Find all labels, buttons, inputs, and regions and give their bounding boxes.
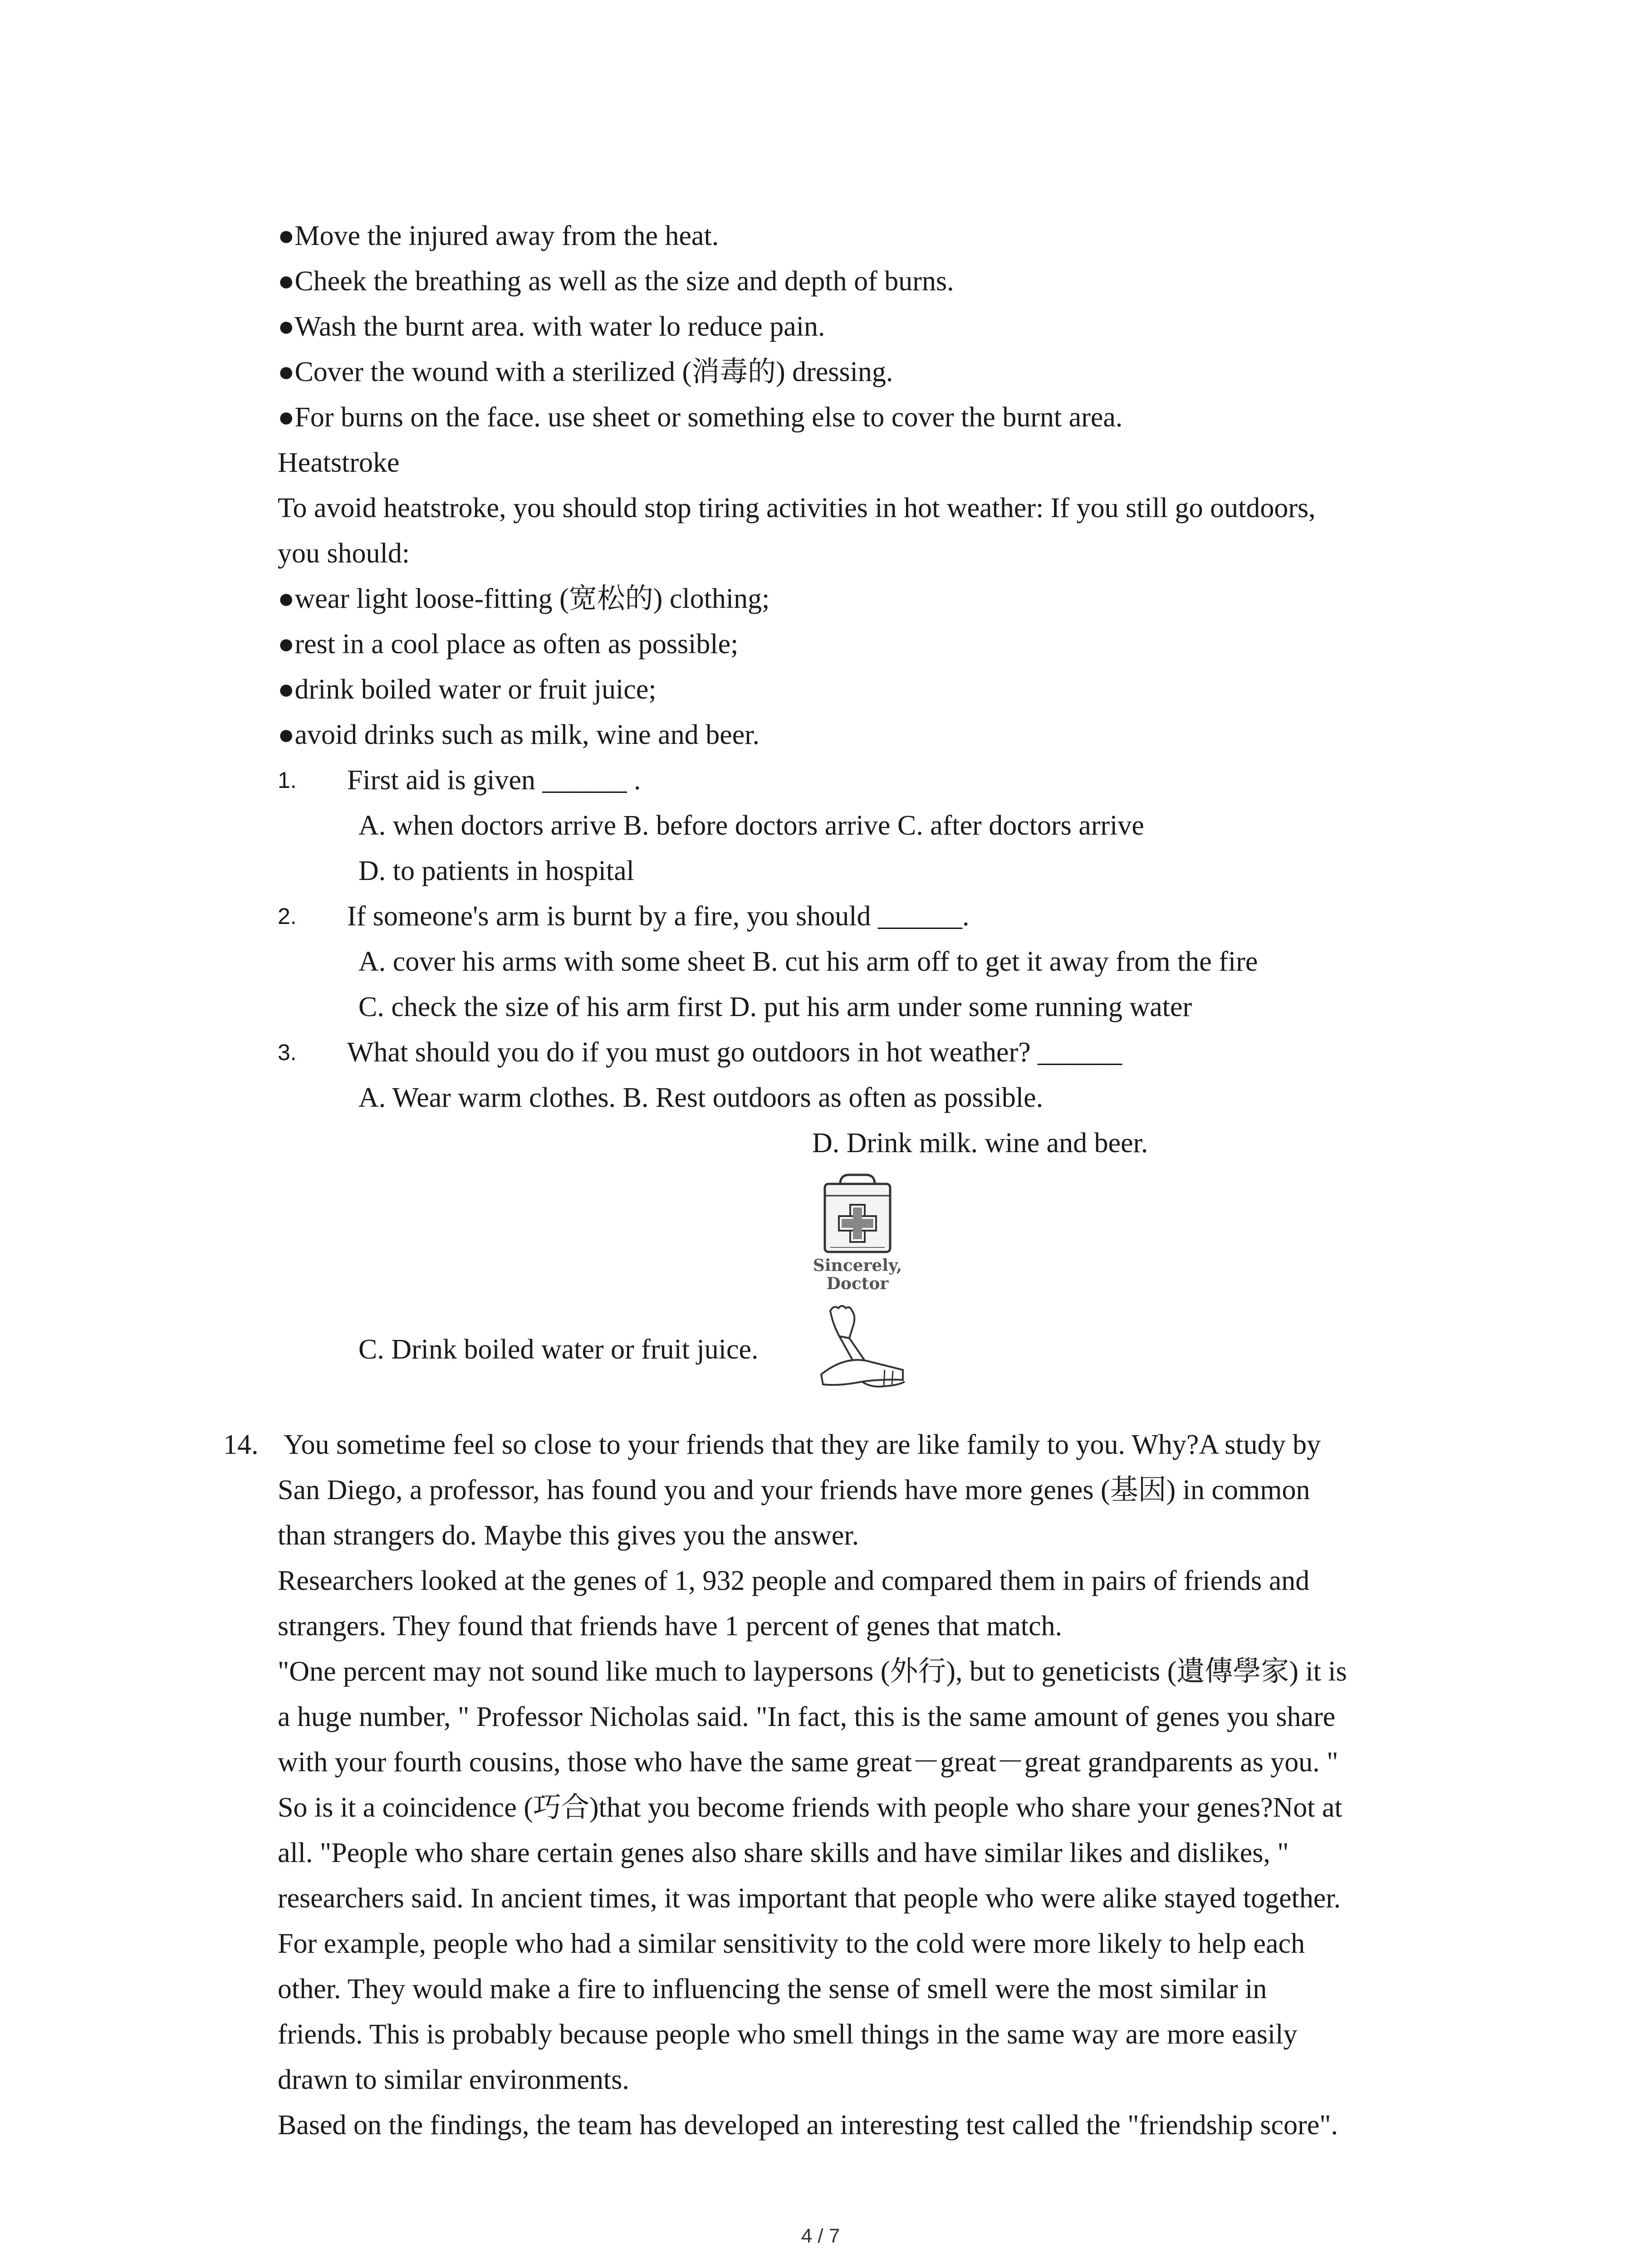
passage-14-line: You sometime feel so close to your friends that they are like family to you. Why?A study by bbox=[284, 1429, 1321, 1460]
passage-14-number: 14. bbox=[223, 1429, 259, 1460]
passage-14-line: "One percent may not sound like much to laypersons (外行), but to geneticists (遺傳學家) it is bbox=[278, 1656, 1347, 1687]
heat-tip-1: ●wear light loose-fitting (宽松的) clothing; bbox=[278, 583, 770, 614]
question-2-stem: If someone's arm is burnt by a fire, you should ______. bbox=[347, 901, 970, 932]
passage-14-line: a huge number, " Professor Nicholas said. "In fact, this is the same amount of genes you share bbox=[278, 1701, 1336, 1732]
question-3-option-c: C. Drink boiled water or fruit juice. bbox=[358, 1334, 759, 1365]
heatstroke-intro-line-2: you should: bbox=[278, 538, 410, 569]
question-1-number: 1. bbox=[278, 767, 297, 793]
question-1-options-line-1: A. when doctors arrive B. before doctors arrive C. after doctors arrive bbox=[358, 810, 1144, 841]
question-2-number: 2. bbox=[278, 904, 297, 929]
burn-tip-5: ●For burns on the face. use sheet or something else to cover the burnt area. bbox=[278, 402, 1123, 433]
passage-14-line: friends. This is probably because people who smell things in the same way are more easily bbox=[278, 2019, 1298, 2050]
first-aid-caption: Sincerely, Doctor bbox=[813, 1256, 902, 1293]
question-3-options-line-1: A. Wear warm clothes. B. Rest outdoors as often as possible. bbox=[358, 1082, 1043, 1113]
passage-14-line: strangers. They found that friends have 1 percent of genes that match. bbox=[278, 1611, 1063, 1642]
passage-14-line: than strangers do. Maybe this gives you the answer. bbox=[278, 1520, 859, 1551]
passage-14-line: For example, people who had a similar sensitivity to the cold were more likely to help each bbox=[278, 1928, 1305, 1959]
page-number: 4 / 7 bbox=[801, 2225, 840, 2247]
burn-tip-1: ●Move the injured away from the heat. bbox=[278, 220, 719, 251]
burn-tip-2: ●Cheek the breathing as well as the size and depth of burns. bbox=[278, 266, 954, 297]
passage-14-line: San Diego, a professor, has found you and your friends have more genes (基因) in common bbox=[278, 1475, 1310, 1505]
helping-hands-icon bbox=[812, 1302, 916, 1393]
passage-14-line: Researchers looked at the genes of 1, 932 people and compared them in pairs of friends and bbox=[278, 1565, 1310, 1596]
question-3-number: 3. bbox=[278, 1040, 297, 1065]
heat-tip-4: ●avoid drinks such as milk, wine and beer. bbox=[278, 719, 759, 750]
passage-14-line: with your fourth cousins, those who have the same great－great－great grandparents as you. " bbox=[278, 1747, 1338, 1778]
question-3-stem: What should you do if you must go outdoors in hot weather? ______ bbox=[347, 1037, 1122, 1068]
helping-hands-image bbox=[812, 1302, 916, 1393]
passage-14-line: Based on the findings, the team has developed an interesting test called the "friendship score". bbox=[278, 2110, 1338, 2141]
question-2-options-line-2: C. check the size of his arm first D. put his arm under some running water bbox=[358, 992, 1192, 1022]
heat-tip-3: ●drink boiled water or fruit juice; bbox=[278, 674, 656, 705]
question-2-options-line-1: A. cover his arms with some sheet B. cut his arm off to get it away from the fire bbox=[358, 946, 1258, 977]
burn-tip-3: ●Wash the burnt area. with water lo reduce pain. bbox=[278, 311, 825, 342]
passage-14-line: drawn to similar environments. bbox=[278, 2064, 629, 2095]
passage-14-line: all. "People who share certain genes also share skills and have similar likes and dislikes, " bbox=[278, 1838, 1289, 1868]
passage-14-line: So is it a coincidence (巧合)that you become friends with people who share your genes?Not at bbox=[278, 1792, 1342, 1823]
question-1-options-line-2: D. to patients in hospital bbox=[358, 855, 634, 886]
burn-tip-4: ●Cover the wound with a sterilized (消毒的) dressing. bbox=[278, 357, 893, 387]
heat-tip-2: ●rest in a cool place as often as possible; bbox=[278, 629, 739, 660]
question-1-stem: First aid is given ______ . bbox=[347, 765, 641, 796]
heatstroke-intro-line-1: To avoid heatstroke, you should stop tiring activities in hot weather: If you still go outdoors, bbox=[278, 493, 1316, 523]
passage-14-line: other. They would make a fire to influencing the sense of smell were the most similar in bbox=[278, 1974, 1267, 2004]
passage-14-line: researchers said. In ancient times, it was important that people who were alike stayed together. bbox=[278, 1883, 1341, 1914]
question-3-option-d: D. Drink milk. wine and beer. bbox=[812, 1128, 1148, 1158]
heatstroke-heading: Heatstroke bbox=[278, 447, 400, 478]
